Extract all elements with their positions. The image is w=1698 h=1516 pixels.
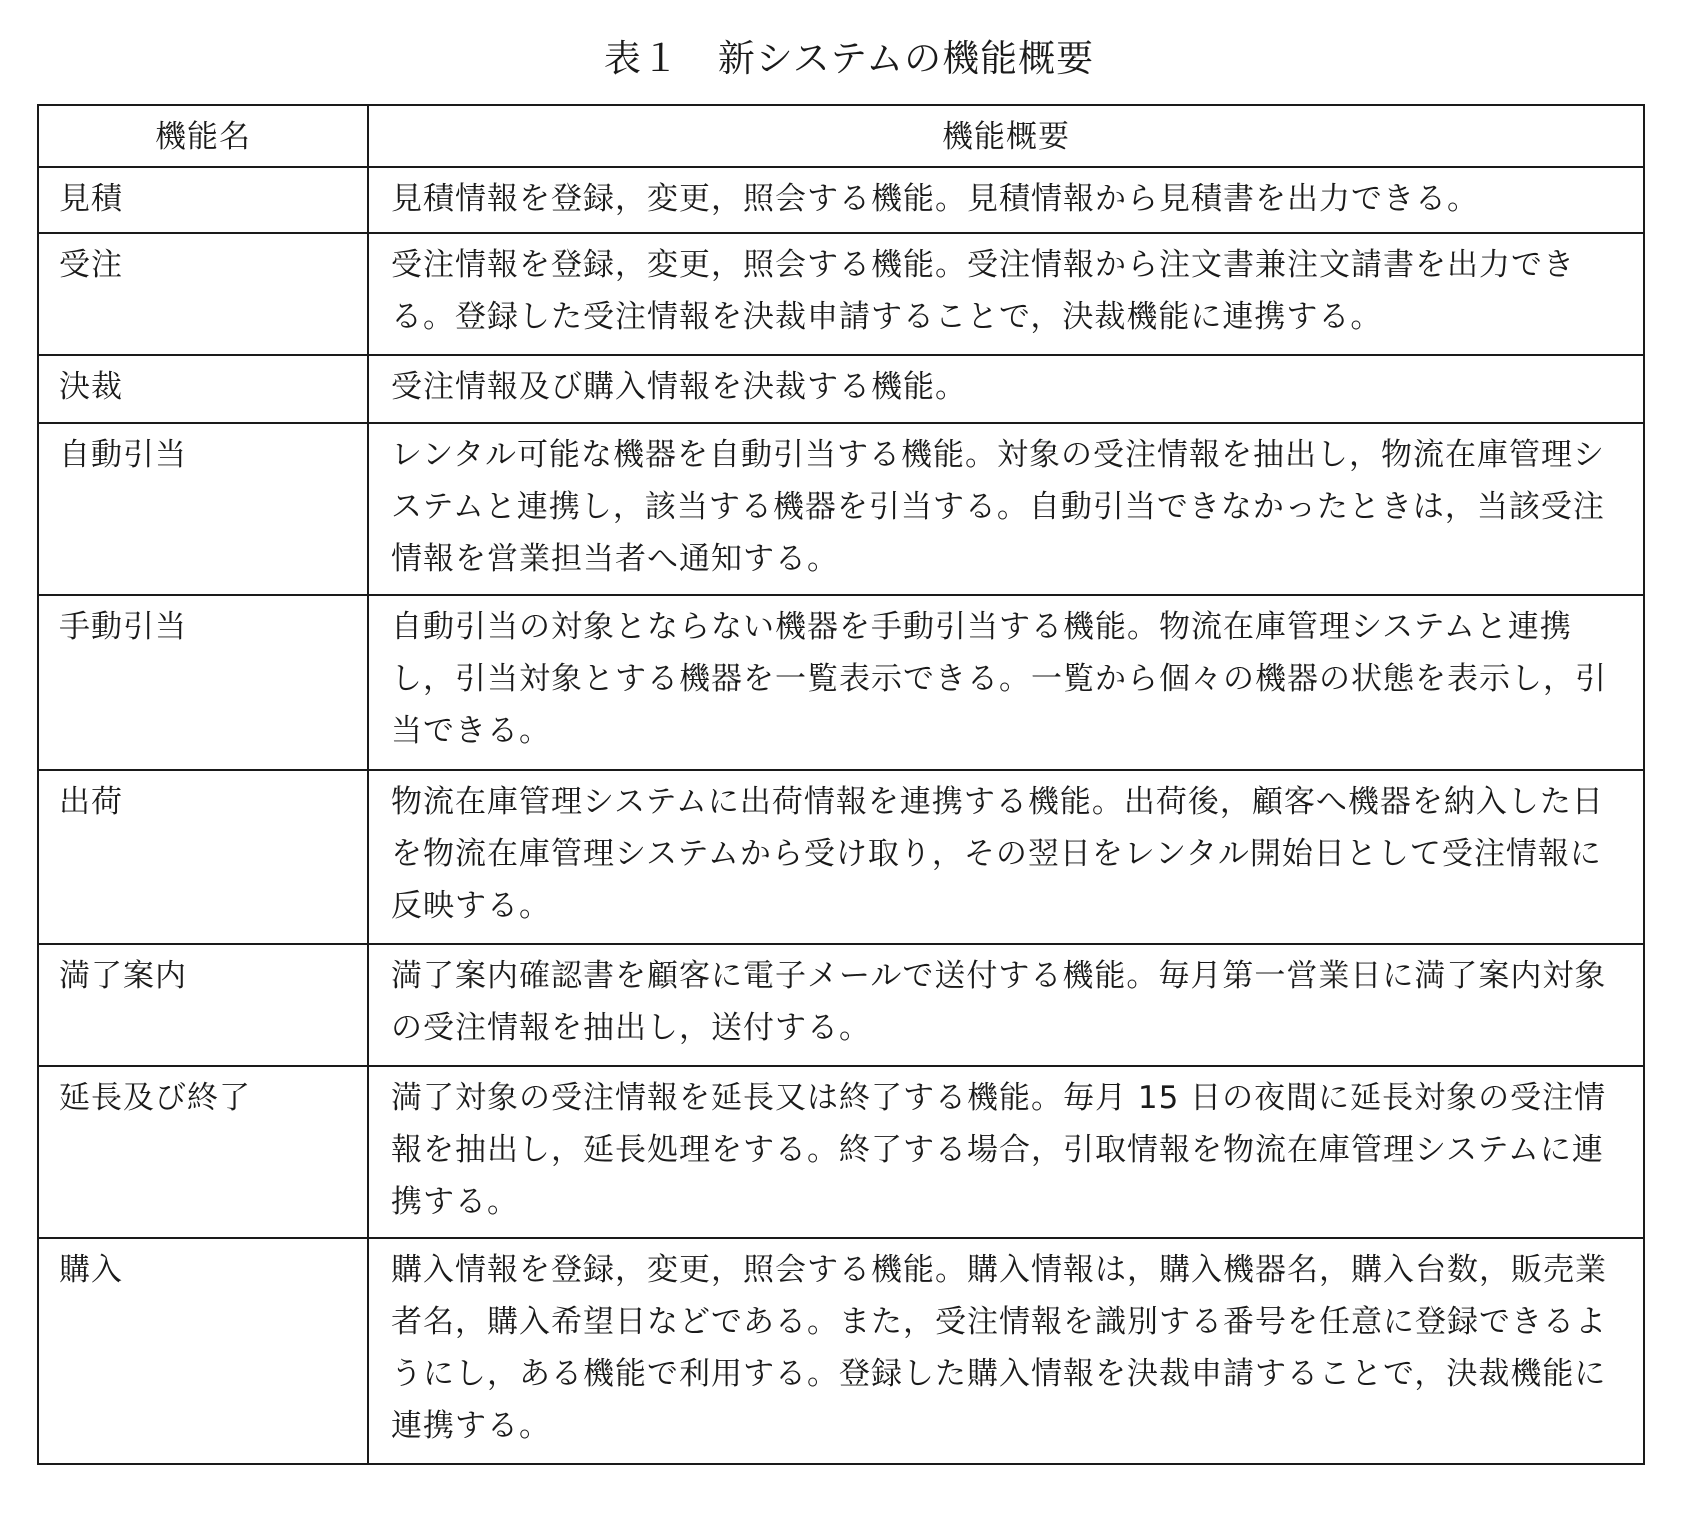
function-summary: 自動引当の対象とならない機器を手動引当する機能。物流在庫管理システムと連携し，引当対象とする機器を一覧表示できる。一覧から個々の機器の状態を表示し，引当できる。 xyxy=(368,595,1644,770)
function-name: 延長及び終了 xyxy=(38,1066,368,1238)
function-name: 購入 xyxy=(38,1238,368,1464)
header-function-name: 機能名 xyxy=(38,105,368,167)
table-row-manual-allocation xyxy=(38,595,1644,770)
table-header xyxy=(38,105,1644,167)
table-row-estimate xyxy=(38,167,1644,233)
function-name: 満了案内 xyxy=(38,944,368,1066)
header-function-summary: 機能概要 xyxy=(368,105,1644,167)
function-summary: 受注情報及び購入情報を決裁する機能。 xyxy=(368,355,1644,423)
function-summary: 満了対象の受注情報を延長又は終了する機能。毎月 15 日の夜間に延長対象の受注情報を抽出し，延長処理をする。終了する場合，引取情報を物流在庫管理システムに連携する。 xyxy=(368,1066,1644,1238)
function-summary: 満了案内確認書を顧客に電子メールで送付する機能。毎月第一営業日に満了案内対象の受注情報を抽出し，送付する。 xyxy=(368,944,1644,1066)
table-row-approval xyxy=(38,355,1644,423)
table-body xyxy=(38,167,1644,1464)
function-overview-table xyxy=(37,104,1645,1465)
table-row-purchase xyxy=(38,1238,1644,1464)
table-row-extension-termination xyxy=(38,1066,1644,1238)
function-name: 決裁 xyxy=(38,355,368,423)
function-summary: 購入情報を登録，変更，照会する機能。購入情報は，購入機器名，購入台数，販売業者名，購入希望日などである。また，受注情報を識別する番号を任意に登録できるようにし，ある機能で利用する。登録した購入情報を決裁申請することで，決裁機能に連携する。 xyxy=(368,1238,1644,1464)
function-name: 出荷 xyxy=(38,770,368,944)
table-row-auto-allocation xyxy=(38,423,1644,595)
table-row-expiry-notice xyxy=(38,944,1644,1066)
function-name: 手動引当 xyxy=(38,595,368,770)
function-name: 受注 xyxy=(38,233,368,355)
function-summary: レンタル可能な機器を自動引当する機能。対象の受注情報を抽出し，物流在庫管理システムと連携し，該当する機器を引当する。自動引当できなかったときは，当該受注情報を営業担当者へ通知する。 xyxy=(368,423,1644,595)
function-summary: 見積情報を登録，変更，照会する機能。見積情報から見積書を出力できる。 xyxy=(368,167,1644,233)
header-row xyxy=(38,105,1644,167)
function-summary: 物流在庫管理システムに出荷情報を連携する機能。出荷後，顧客へ機器を納入した日を物流在庫管理システムから受け取り，その翌日をレンタル開始日として受注情報に反映する。 xyxy=(368,770,1644,944)
function-name: 自動引当 xyxy=(38,423,368,595)
function-summary: 受注情報を登録，変更，照会する機能。受注情報から注文書兼注文請書を出力できる。登録した受注情報を決裁申請することで，決裁機能に連携する。 xyxy=(368,233,1644,355)
table-row-shipping xyxy=(38,770,1644,944)
table-title: 表１ 新システムの機能概要 xyxy=(603,37,1095,80)
table-row-order xyxy=(38,233,1644,355)
function-name: 見積 xyxy=(38,167,368,233)
